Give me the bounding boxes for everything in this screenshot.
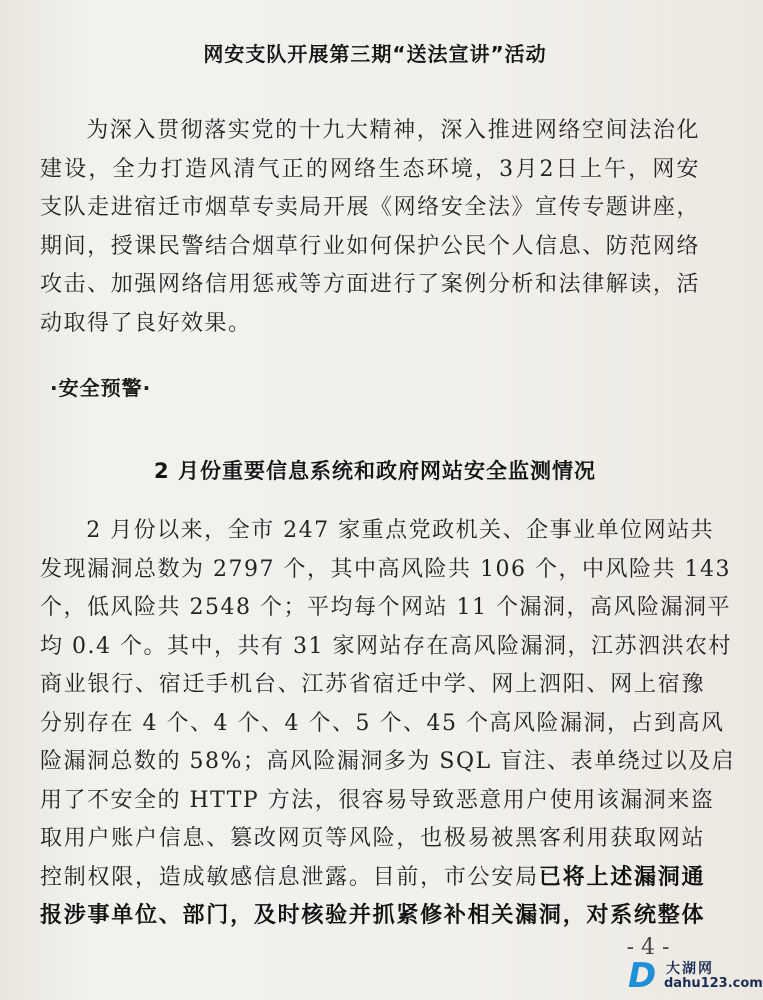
text-line: 个，低风险共 2548 个；平均每个网站 11 个漏洞，高风险漏洞平 (40, 595, 731, 620)
text-line: 险漏洞总数的 58%；高风险漏洞多为 SQL 盲注、表单绕过以及启 (40, 749, 736, 774)
text-line: 2 月份以来，全市 247 家重点党政机关、企事业单位网站共 (86, 518, 715, 543)
watermark-name: 大湖网 (666, 961, 714, 977)
text-line: 用了不安全的 HTTP 方法，很容易导致恶意用户使用该漏洞来盗 (40, 787, 715, 813)
section-heading: ·安全预警· (50, 376, 152, 400)
text-line: 为深入贯彻落实党的十九大精神，深入推进网络空间法治化 (86, 118, 700, 143)
text-line: 发现漏洞总数为 2797 个，其中高风险共 106 个，中风险共 143 (40, 556, 731, 582)
article-title: 网安支队开展第三期“送法宣讲”活动 (203, 42, 547, 66)
text-line: 商业银行、宿迁手机台、江苏省宿迁中学、网上泗阳、网上宿豫 (40, 672, 705, 697)
text-line: 期间，授课民警结合烟草行业如何保护公民个人信息、防范网络 (40, 233, 700, 259)
article-body (40, 112, 700, 343)
watermark-logo-letter: D (628, 956, 657, 996)
text-line: 攻击、加强网络信用惩戒等方面进行了案例分析和法律解读，活 (40, 272, 700, 297)
page-number: - 4 - (626, 935, 670, 960)
watermark-logo (628, 956, 763, 996)
text-line: 建设，全力打造风清气正的网络生态环境，3月2日上午，网安 (40, 156, 700, 182)
article-title-2: 2 月份重要信息系统和政府网站安全监测情况 (154, 459, 596, 483)
article-body-2 (40, 512, 736, 936)
text-line: 分别存在 4 个、4 个、4 个、5 个、45 个高风险漏洞，占到高风 (40, 710, 725, 736)
text-span: 控制权限，造成敏感信息泄露。目前，市公安局 (40, 864, 539, 890)
bold-text-span: 已将上述漏洞通 (538, 864, 705, 890)
text-line: 动取得了良好效果。 (40, 310, 252, 336)
text-line-mixed (40, 859, 705, 898)
watermark-url: dahu123.com (664, 976, 763, 991)
text-line: 支队走进宿迁市烟草专卖局开展《网络安全法》宣传专题讲座， (40, 195, 700, 220)
text-line: 取用户账户信息、篡改网页等风险，也极易被黑客利用获取网站 (40, 826, 705, 851)
text-line: 均 0.4 个。其中，共有 31 家网站存在高风险漏洞，江苏泗洪农村 (40, 633, 732, 659)
text-line-bold: 报涉事单位、部门，及时核验并抓紧修补相关漏洞，对系统整体 (40, 903, 705, 928)
